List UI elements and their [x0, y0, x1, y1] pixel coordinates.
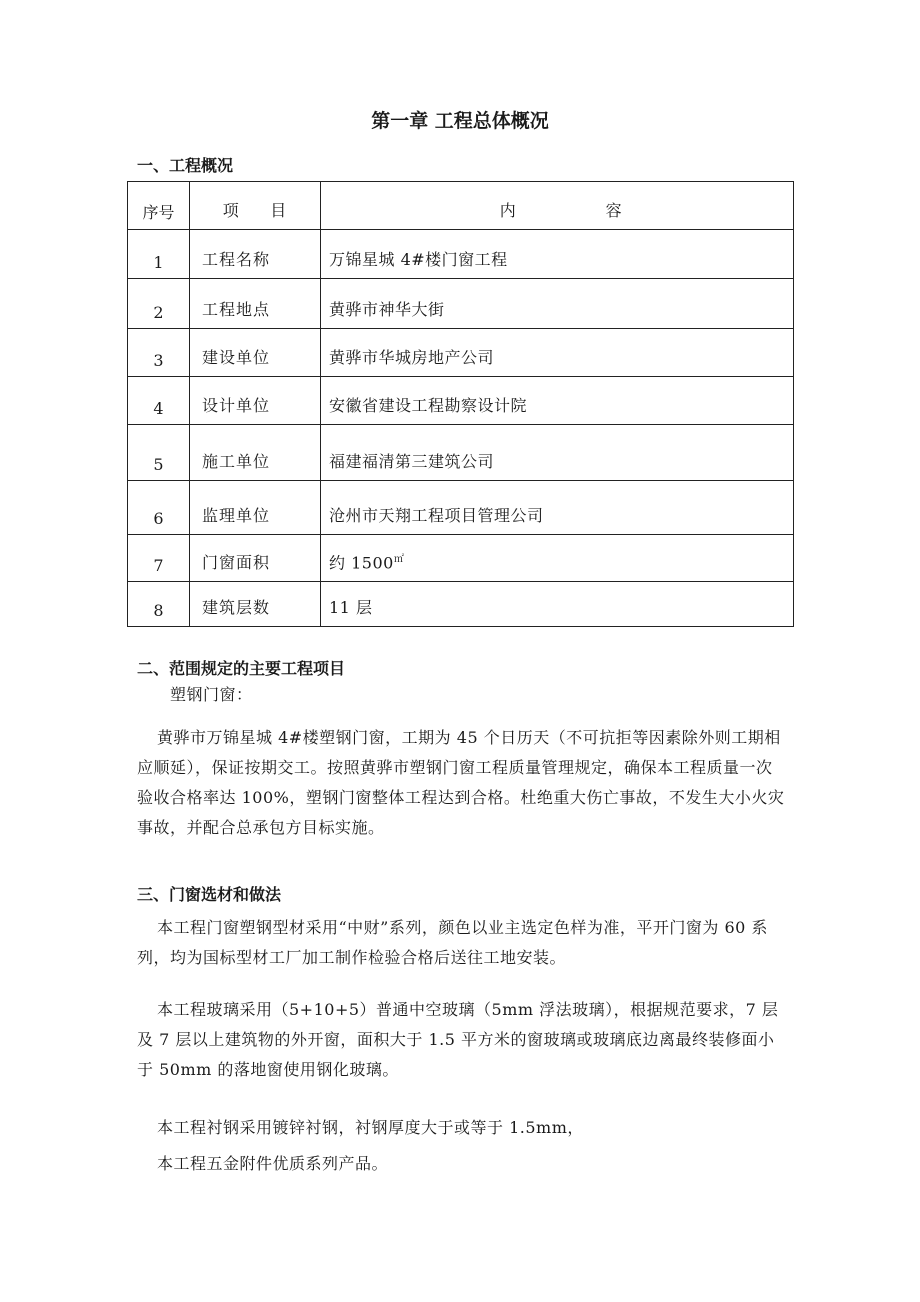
header-item: 项 目 [190, 182, 321, 230]
page-title: 第一章 工程总体概况 [371, 110, 549, 132]
area-value: 约 1500 [329, 553, 394, 572]
row-content-area [321, 535, 794, 582]
materials-paragraph-glass: 本工程玻璃采用（5+10+5）普通中空玻璃（5mm 浮法玻璃），根据规范要求，7 层及 7 层以上建筑物的外开窗，面积大于 1.5 平方米的窗玻璃或玻璃底边离最终装修面小于 50mm 的落地窗使用钢化玻璃。 [137, 1000, 779, 1079]
row-item: 建设单位 [190, 329, 321, 377]
row-no: 1 [128, 230, 190, 279]
table-row [128, 279, 794, 329]
table-row [128, 425, 794, 481]
area-unit: ㎡ [393, 553, 405, 565]
materials-paragraph-hardware: 本工程五金附件优质系列产品。 [157, 1154, 389, 1173]
row-no: 7 [128, 535, 190, 582]
row-no: 6 [128, 481, 190, 535]
header-no: 序号 [128, 182, 190, 230]
row-content: 万锦星城 4#楼门窗工程 [321, 230, 794, 279]
section-heading-materials: 三、门窗选材和做法 [137, 885, 282, 904]
row-item: 工程地点 [190, 279, 321, 329]
row-content: 黄骅市神华大街 [321, 279, 794, 329]
materials-paragraph-steel: 本工程衬钢采用镀锌衬钢，衬钢厚度大于或等于 1.5mm， [157, 1118, 584, 1137]
row-content: 沧州市天翔工程项目管理公司 [321, 481, 794, 535]
row-no: 4 [128, 377, 190, 425]
row-no: 3 [128, 329, 190, 377]
row-item: 建筑层数 [190, 582, 321, 627]
table-header-row [128, 182, 794, 230]
table-row [128, 582, 794, 627]
row-content: 黄骅市华城房地产公司 [321, 329, 794, 377]
section-heading-scope: 二、范围规定的主要工程项目 [137, 659, 346, 678]
table-row [128, 481, 794, 535]
table-row [128, 377, 794, 425]
table-row [128, 230, 794, 279]
scope-subheading: 塑钢门窗： [170, 685, 253, 704]
row-item: 施工单位 [190, 425, 321, 481]
row-content: 11 层 [321, 582, 794, 627]
row-no: 2 [128, 279, 190, 329]
row-item: 门窗面积 [190, 535, 321, 582]
table-row [128, 329, 794, 377]
scope-paragraph: 黄骅市万锦星城 4#楼塑钢门窗，工期为 45 个日历天（不可抗拒等因素除外则工期相应顺延），保证按期交工。按照黄骅市塑钢门窗工程质量管理规定，确保本工程质量一次验收合格率达 100%，塑钢门窗整体工程达到合格。杜绝重大伤亡事故，不发生大小火灾事故，并配合总承包方目标实施。 [137, 728, 785, 837]
section-heading-overview: 一、工程概况 [137, 156, 234, 175]
materials-paragraph-profile: 本工程门窗塑钢型材采用“中财”系列，颜色以业主选定色样为准，平开门窗为 60 系列，均为国标型材工厂加工制作检验合格后送往工地安装。 [137, 918, 768, 967]
project-info-table [127, 181, 794, 627]
row-no: 5 [128, 425, 190, 481]
row-item: 监理单位 [190, 481, 321, 535]
row-no: 8 [128, 582, 190, 627]
table-row [128, 535, 794, 582]
row-content: 福建福清第三建筑公司 [321, 425, 794, 481]
header-content: 内 容 [321, 182, 794, 230]
row-content: 安徽省建设工程勘察设计院 [321, 377, 794, 425]
row-item: 设计单位 [190, 377, 321, 425]
row-item: 工程名称 [190, 230, 321, 279]
